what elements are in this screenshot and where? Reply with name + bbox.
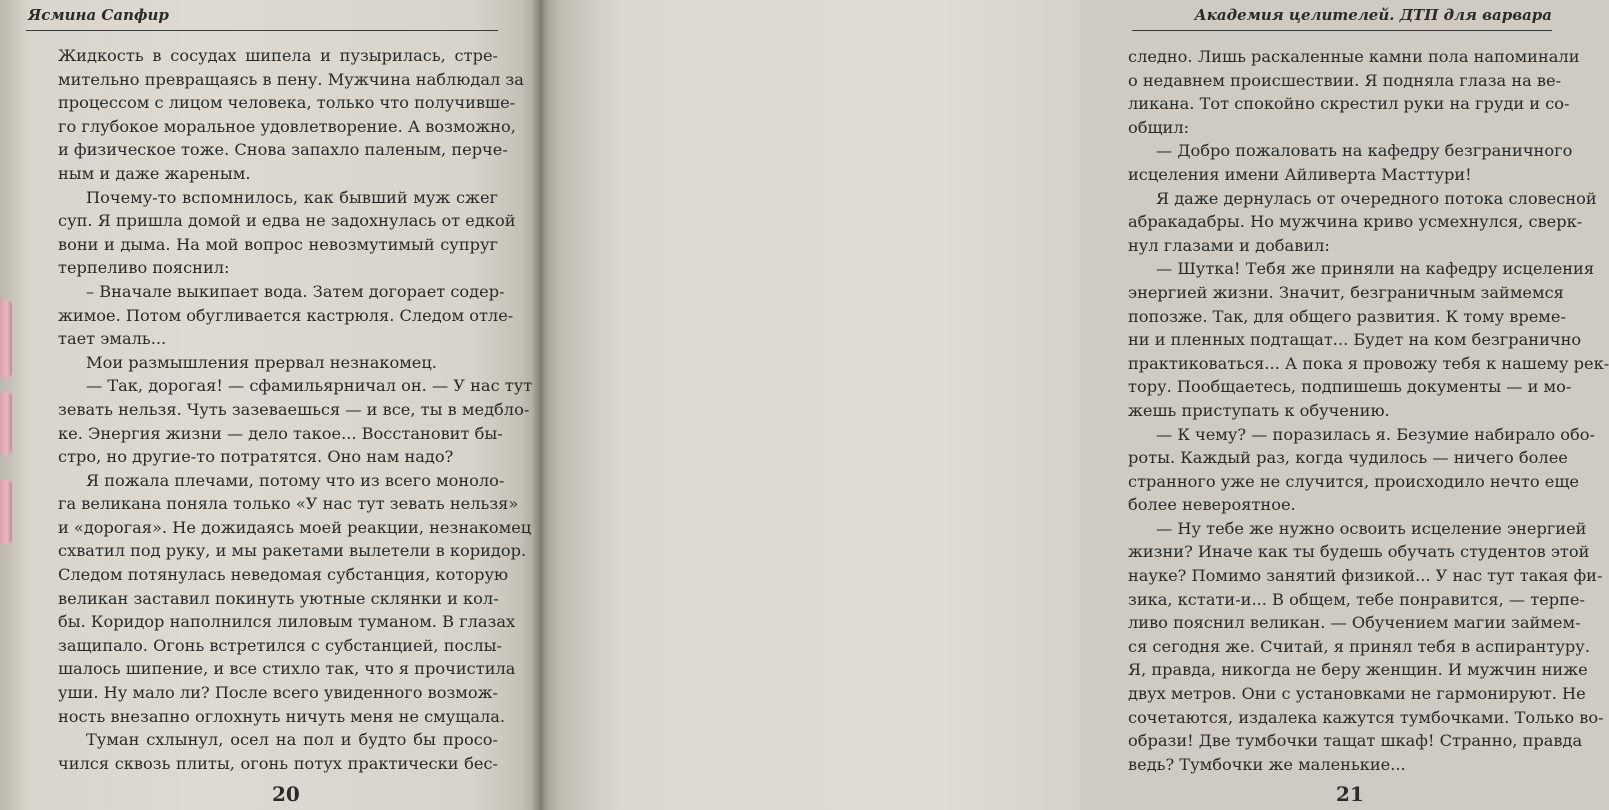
text-line: терпеливо пояснил: bbox=[58, 258, 230, 278]
left-page-number: 20 bbox=[272, 782, 300, 806]
text-line: странного уже не случится, происходило нечто еще bbox=[1128, 471, 1579, 491]
text-line: и «дорогая». Не дожидаясь моей реакции, незнакомец bbox=[58, 517, 532, 537]
text-line: общил: bbox=[1128, 117, 1190, 137]
text-line: зика, кстати-и... В общем, тебе понравится, — терпе- bbox=[1128, 589, 1585, 609]
text-line: — Добро пожаловать на кафедру безграничного bbox=[1156, 141, 1573, 161]
text-line: шалось шипение, и все стихло так, что я прочистила bbox=[58, 659, 516, 679]
text-line: ливо пояснил великан. — Обучением магии займем- bbox=[1128, 613, 1581, 633]
text-line: бы. Коридор наполнился лиловым туманом. В глазах bbox=[58, 612, 516, 632]
text-line: нул глазами и добавил: bbox=[1128, 235, 1330, 255]
text-line: о недавнем происшествии. Я подняла глаза на ве- bbox=[1128, 70, 1562, 90]
text-line: — Шутка! Тебя же приняли на кафедру исцеления bbox=[1156, 259, 1595, 279]
text-line: ным и даже жареным. bbox=[58, 163, 251, 183]
text-line: вони и дыма. На мой вопрос невозмутимый супруг bbox=[58, 234, 498, 254]
text-line: ность внезапно оглохнуть ничуть меня не смущала. bbox=[58, 706, 506, 726]
book-spine bbox=[532, 0, 548, 810]
text-line: Я пожала плечами, потому что из всего моноло- bbox=[86, 470, 505, 490]
left-body-text bbox=[58, 44, 533, 775]
pink-bookmark-tab bbox=[0, 392, 12, 454]
text-line: исцеления имени Айливерта Масттури! bbox=[1128, 164, 1472, 184]
text-line: суп. Я пришла домой и едва не задохнулась от едкой bbox=[58, 211, 516, 231]
text-line: сочетаются, издалека кажутся тумбочками. Только во- bbox=[1128, 707, 1604, 727]
text-line: схватил под руку, и мы ракетами вылетели в коридор. bbox=[58, 541, 527, 561]
text-line: га великана поняла только «У нас тут зевать нельзя» bbox=[58, 494, 519, 514]
text-line: Мои размышления прервал незнакомец. bbox=[86, 352, 437, 372]
text-line: науке? Помимо занятий физикой... У нас тут такая фи- bbox=[1128, 566, 1603, 586]
text-line: го глубокое моральное удовлетворение. А возможно, bbox=[58, 116, 516, 136]
text-line: Я, правда, никогда не беру женщин. И мужчин ниже bbox=[1128, 660, 1588, 680]
text-line: – Вначале выкипает вода. Затем догорает содер- bbox=[86, 281, 505, 301]
text-line: попозже. Так, для общего развития. К тому време- bbox=[1128, 306, 1566, 326]
text-line: процессом с лицом человека, только что получивше- bbox=[58, 93, 516, 113]
text-line: чился сквозь плиты, огонь потух практически бес- bbox=[58, 753, 498, 773]
left-page bbox=[0, 0, 540, 810]
text-line: мительно превращаясь в пену. Мужчина наблюдал за bbox=[58, 69, 524, 89]
text-line: защипало. Огонь встретился с субстанцией, послы- bbox=[58, 635, 502, 655]
text-line: — К чему? — поразилась я. Безумие набирало обо- bbox=[1156, 424, 1595, 444]
text-line: зевать нельзя. Чуть зазеваешься — и все, ты в медбло- bbox=[58, 399, 530, 419]
text-line: практиковаться... А пока я провожу тебя к нашему рек- bbox=[1128, 353, 1609, 373]
text-line: и физическое тоже. Снова запахло паленым, перче- bbox=[58, 140, 508, 160]
text-line: жешь приступать к обучению. bbox=[1128, 400, 1390, 420]
text-line: Туман схлынул, осел на пол и будто бы просо- bbox=[86, 730, 498, 750]
text-line: тает эмаль... bbox=[58, 329, 167, 349]
text-line: Почему-то вспомнилось, как бывший муж сжег bbox=[86, 187, 498, 207]
pink-bookmark-tab bbox=[0, 300, 12, 378]
right-page-number: 21 bbox=[1336, 782, 1364, 806]
pink-bookmark-tab bbox=[0, 480, 12, 544]
text-line: Я даже дернулась от очередного потока словесной bbox=[1156, 188, 1597, 208]
right-page bbox=[540, 0, 1609, 810]
text-line: следно. Лишь раскаленные камни пола напоминали bbox=[1128, 47, 1580, 66]
text-line: ликана. Тот спокойно скрестил руки на груди и со- bbox=[1128, 94, 1570, 114]
text-line: ведь? Тумбочки же маленькие... bbox=[1128, 754, 1406, 774]
text-line: двух метров. Они с установками не гармонируют. Не bbox=[1128, 684, 1586, 704]
text-line: абракадабры. Но мужчина криво усмехнулся, сверк- bbox=[1128, 212, 1583, 232]
text-line: ни и пленных подтащат... Будет на ком безгранично bbox=[1128, 330, 1582, 350]
text-line: стро, но другие-то потратятся. Оно нам надо? bbox=[58, 447, 454, 467]
left-running-header: Ясмина Сапфир bbox=[26, 4, 498, 31]
right-body-text bbox=[1128, 45, 1609, 776]
text-line: — Ну тебе же нужно освоить исцеление энергией bbox=[1156, 518, 1587, 538]
text-line: роты. Каждый раз, когда чудилось — ничего более bbox=[1128, 448, 1568, 468]
right-running-header: Академия целителей. ДТП для варвара bbox=[1132, 4, 1552, 31]
text-line: великан заставил покинуть уютные склянки и кол- bbox=[58, 588, 499, 608]
text-line: жимое. Потом обугливается кастрюля. Следом отле- bbox=[58, 305, 514, 325]
text-line: уши. Ну мало ли? После всего увиденного возмож- bbox=[58, 683, 498, 703]
text-line: жизни? Иначе как ты будешь обучать студентов этой bbox=[1128, 542, 1590, 562]
text-line: ке. Энергия жизни — дело такое... Восстановит бы- bbox=[58, 423, 503, 443]
text-line: энергией жизни. Значит, безграничным займемся bbox=[1128, 282, 1564, 302]
text-line: Следом потянулась неведомая субстанция, которую bbox=[58, 565, 509, 585]
text-line: более невероятное. bbox=[1128, 495, 1296, 515]
text-line: тору. Пообщаетесь, подпишешь документы — и мо- bbox=[1128, 377, 1572, 397]
text-line: — Так, дорогая! — сфамильярничал он. — У нас тут bbox=[86, 376, 533, 396]
text-line: ся сегодня же. Считай, я принял тебя в аспирантуру. bbox=[1128, 636, 1590, 656]
text-line: Жидкость в сосудах шипела и пузырилась, стре- bbox=[58, 46, 498, 65]
text-line: образи! Две тумбочки тащат шкаф! Странно, правда bbox=[1128, 731, 1583, 751]
